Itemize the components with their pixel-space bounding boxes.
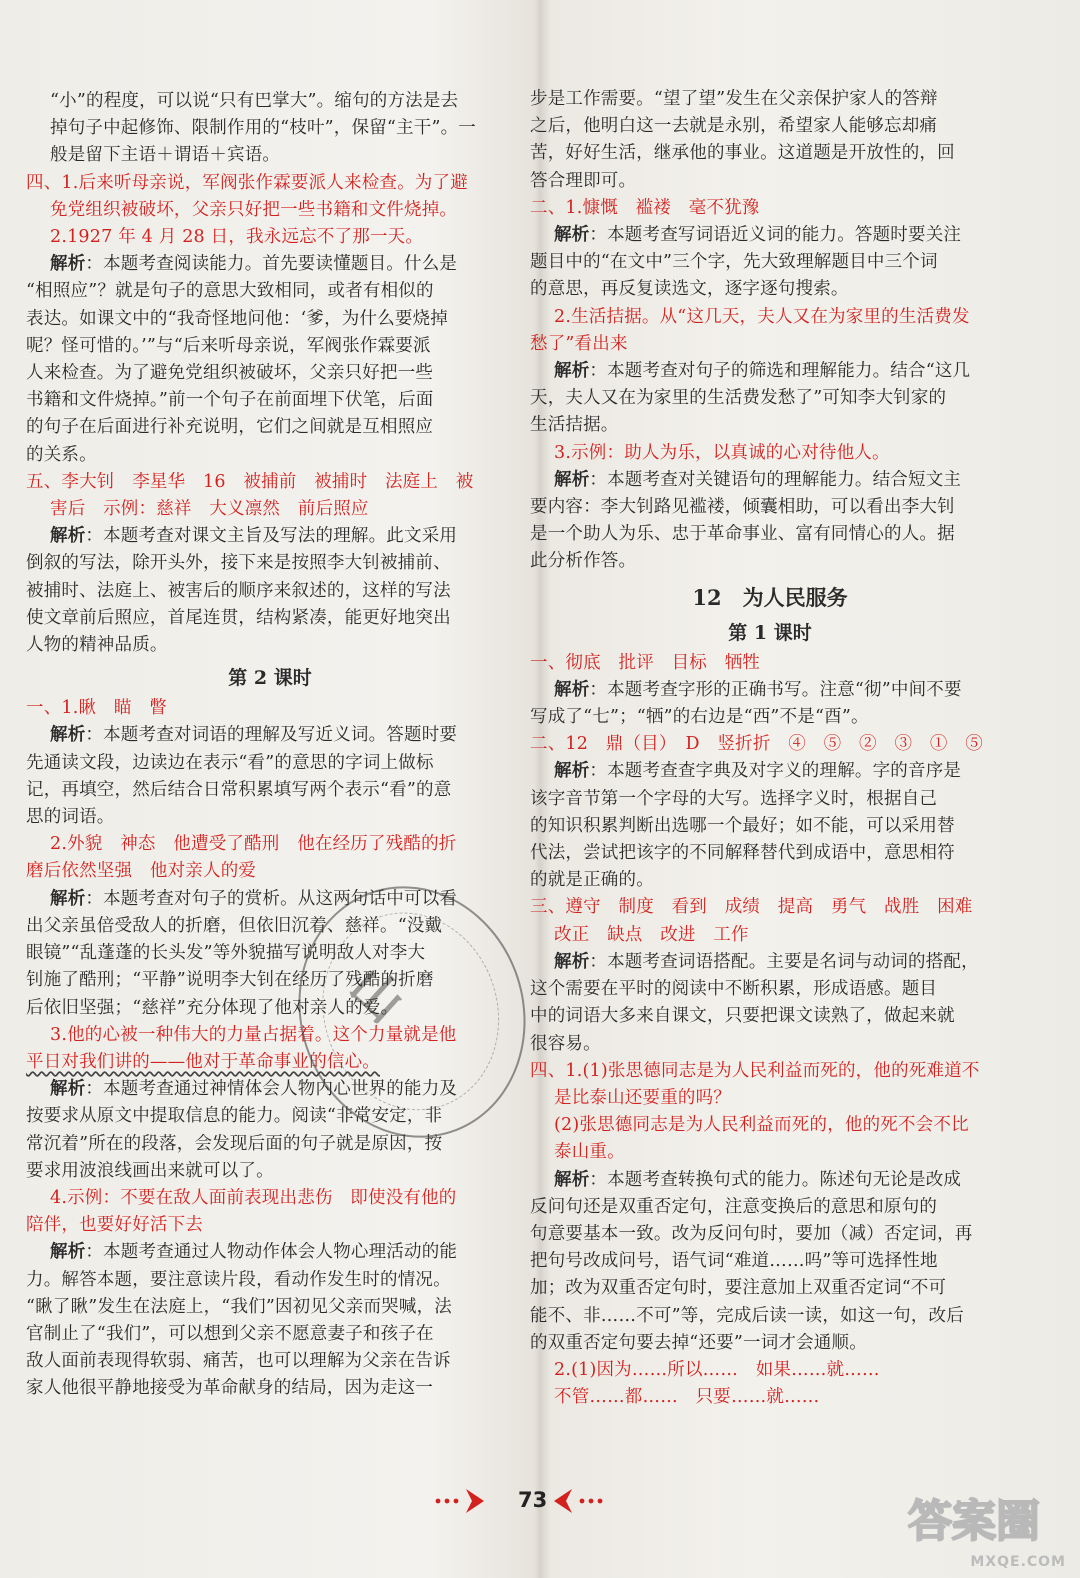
explanation: 解析：本题考查写词语近义词的能力。答题时要关注 [554,225,962,246]
answer-line: 五、李大钊 李星华 16 被捕前 被捕时 法庭上 被 [26,471,474,492]
text-line: 题目中的“在文中”三个字，先大致理解题目中三个词 [530,252,938,273]
explanation: 解析：本题考查字形的正确书写。注意“彻”中间不要 [554,679,962,700]
answer-line: 改正 缺点 改进 工作 [554,924,749,945]
text-line: 思的词语。 [26,807,115,828]
answer-line: 2.(1)因为……所以…… 如果……就…… [554,1359,880,1380]
text-line: 中的词语大多来自课文，只要把课文读熟了，做起来就 [530,1006,955,1027]
text-line: 般是留下主语＋谓语＋宾语。 [50,145,281,166]
answer-line: 磨后依然坚强 他对亲人的爱 [26,861,257,882]
answer-line: 4.示例：不要在敌人面前表现出悲伤 即使没有他的 [50,1187,457,1208]
answer-line: 2.1927 年 4 月 28 日，我永远忘不了那一天。 [50,227,424,248]
page-number: 73 [518,1488,548,1512]
svg-text:答案圈: 答案圈 [908,1496,1040,1547]
text-line: 力。解答本题，要注意读片段，看动作发生时的情况。 [26,1269,451,1290]
chapter-title: 12 为人民服务 [692,584,848,610]
explanation-label: 解析 [554,761,590,782]
explanation: 解析：本题考查对句子的筛选和理解能力。结合“这几 [554,361,971,382]
text-line: 的就是正确的。 [530,870,654,891]
text-line: 家人他很平静地接受为革命献身的结局，因为走这一 [26,1378,434,1399]
text-line: 按要求从原文中提取信息的能力。阅读“非常安定，非 [26,1106,443,1127]
text-line: 呢？怪可惜的。’”与“后来听母亲说，军阀张作霖要派 [26,335,431,356]
text-line: 反问句还是双重否定句，注意变换后的意思和原句的 [530,1196,938,1217]
text-line: 常沉着”所在的段落，会发现后面的句子就是原因，按 [26,1133,443,1154]
text-line: 要内容：李大钊路见褴褛，倾囊相助，可以看出李大钊 [530,497,955,518]
text-line: 代法，尝试把该字的不同解释替代到成语中，意思相符 [530,843,955,864]
text-line: “相照应”？就是句子的意思大致相同，或者有相似的 [26,281,434,302]
right-arrow-icon [432,1486,504,1516]
explanation: 解析：本题考查对句子的赏析。从这两句话中可以看 [50,888,458,909]
answer-line: 3.示例：助人为乐，以真诚的心对待他人。 [554,442,890,463]
text-line: 加；改为双重否定句时，要注意加上双重否定词“不可 [530,1278,947,1299]
text-line: 这个需要在平时的阅读中不断积累，形成语感。题目 [530,979,938,1000]
answer-line: 一、1.瞅 瞄 瞥 [26,698,167,719]
text-line: 的知识积累判断出选哪一个最好；如不能，可以采用替 [530,815,955,836]
answer-line: 一、彻底 批评 目标 牺牲 [530,652,761,673]
explanation: 解析：本题考查转换句式的能力。陈述句无论是改成 [554,1169,962,1190]
text-line: 能不、非……不可”等，完成后读一读，如这一句，改后 [530,1305,964,1326]
text-line: 敌人面前表现得软弱、痛苦，也可以理解为父亲在告诉 [26,1351,451,1372]
text-line: 写成了“七”；“牺”的右边是“西”不是“酉”。 [530,707,869,728]
text-line: 是一个助人为乐、忠于革命事业、富有同情心的人。据 [530,524,955,545]
explanation: 解析：本题考查查字典及对字义的理解。字的音序是 [554,761,962,782]
explanation-label: 解析 [554,1169,590,1190]
text-line: 该字音节第一个字母的大写。选择字义时，根据自己 [530,788,938,809]
lesson-heading: 第 1 课时 [728,621,812,644]
explanation: 解析：本题考查词语搭配。主要是名词与动词的搭配， [554,951,979,972]
stamp-text: 山 [338,956,415,1034]
left-column [26,88,514,1403]
answer-line: 2.生活拮据。从“这几天，夫人又在为家里的生活费发 [554,306,970,327]
answer-line: 泰山重。 [554,1142,625,1163]
text-line: 出父亲虽倍受敌人的折磨，但依旧沉着、慈祥。“没戴 [26,915,443,936]
answer-line: 二、1.慷慨 褴褛 毫不犹豫 [530,197,760,218]
text-line: “瞅了瞅”发生在法庭上，“我们”因初见父亲而哭喊，法 [26,1296,452,1317]
explanation: 解析：本题考查对关键语句的理解能力。结合短文主 [554,469,962,490]
text-line: 后依旧坚强；“慈祥”充分体现了他对亲人的爱。 [26,997,399,1018]
text-line: 很容易。 [530,1033,601,1054]
answer-line: 免党组织被破坏，父亲只好把一些书籍和文件烧掉。 [50,199,458,220]
text-line: 的句子在后面进行补充说明，它们之间就是互相照应 [26,417,434,438]
left-arrow-icon [550,1486,622,1516]
text-line: 步是工作需要。“望了望”发生在父亲保护家人的答辩 [530,89,938,109]
text-line: 的意思，再反复读选文，逐字逐句搜索。 [530,279,849,300]
answer-line: 3.他的心被一种伟大的力量占据着。这个力量就是他 [50,1024,457,1045]
text-line: 要求用波浪线画出来就可以了。 [26,1160,274,1181]
watermark [874,1488,1074,1574]
answer-line: 四、1.后来听母亲说，军阀张作霖要派人来检查。为了避 [26,172,468,193]
answer-line: 2.外貌 神态 他遭受了酷刑 他在经历了残酷的折 [50,834,457,855]
text-line: 表达。如课文中的“我奇怪地问他：‘爹，为什么要烧掉 [26,308,449,329]
answer-line: 害后 示例：慈祥 大义凛然 前后照应 [50,499,369,520]
text-line: 被捕时、法庭上、被害后的顺序来叙述的，这样的写法 [26,580,451,601]
answer-line: 不管……都…… 只要……就…… [554,1387,820,1408]
text-line: 倒叙的写法，除开头外，接下来是按照李大钊被捕前、 [26,553,451,574]
explanation: 解析：本题考查对课文主旨及写法的理解。此文采用 [50,526,458,547]
explanation-label: 解析 [50,1242,86,1263]
answer-line: 三、遵守 制度 看到 成绩 提高 勇气 战胜 困难 [530,897,973,918]
text-line: 之后，他明白这一去就是永别，希望家人能够忘却痛 [530,116,938,137]
text-line: 天，夫人又在为家里的生活费发愁了”可知李大钊家的 [530,388,947,409]
text-line: 此分析作答。 [530,551,637,572]
text-line: 书籍和文件烧掉。”前一个句子在前面埋下伏笔，后面 [26,390,434,411]
explanation-label: 解析 [50,254,86,275]
answer-line: 是比泰山还要重的吗？ [554,1087,731,1108]
answer-line: 二、12 鼎（目） D 竖折折 ④ ⑤ ② ③ ① ⑤ [530,734,983,755]
explanation-label: 解析 [50,526,86,547]
text-line: 答合理即可。 [530,170,637,191]
explanation-label: 解析 [554,225,590,246]
answer-line: 四、1.(1)张思德同志是为人民利益而死的，他的死难道不 [530,1060,980,1081]
text-line: 的关系。 [26,444,97,465]
answer-line: 平日对我们讲的——他对于革命事业的信心。 [26,1051,380,1072]
text-line: 钊施了酷刑；“平静”说明李大钊在经历了残酷的折磨 [26,970,434,991]
explanation-label: 解析 [50,1079,86,1100]
answer-line: (2)张思德同志是为人民利益而死的，他的死不会不比 [554,1115,969,1136]
text-line: 掉句子中起修饰、限制作用的“枝叶”，保留“主干”。一 [50,118,476,139]
text-line: 人来检查。为了避免党组织被破坏，父亲只好把一些 [26,363,434,384]
explanation-label: 解析 [554,361,590,382]
answer-line: 愁了”看出来 [530,333,628,354]
explanation: 解析：本题考查通过神情体会人物内心世界的能力及 [50,1079,458,1100]
watermark-logo-icon [874,1488,1074,1552]
text-line: 人物的精神品质。 [26,635,168,656]
explanation-label: 解析 [554,679,590,700]
explanation: 解析：本题考查阅读能力。首先要读懂题目。什么是 [50,254,458,275]
text-line: 把句号改成问号，语气词“难道……吗”等可选择性地 [530,1251,938,1272]
text-line: 生活拮据。 [530,415,619,436]
explanation-label: 解析 [50,888,86,909]
lesson-heading: 第 2 课时 [228,667,312,690]
text-line: 苦，好好生活，继承他的事业。这道题是开放性的，回 [530,143,955,164]
text-line: 使文章前后照应，首尾连贯，结构紧凑，能更好地突出 [26,607,451,628]
explanation: 解析：本题考查通过人物动作体会人物心理活动的能 [50,1242,458,1263]
text-line: 句意要基本一致。改为反问句时，要加（减）否定词，再 [530,1223,973,1244]
right-column [530,86,1010,1411]
watermark-text: MXQE.COM [970,1554,1066,1570]
explanation: 解析：本题考查对词语的理解及写近义词。答题时要 [50,725,458,746]
answer-line: 陪伴，也要好好活下去 [26,1215,203,1236]
text-line: 先通读文段，边读边在表示“看”的意思的字词上做标 [26,752,434,773]
explanation-label: 解析 [554,951,590,972]
text-line: 官制止了“我们”，可以想到父亲不愿意妻子和孩子在 [26,1323,434,1344]
text-line: 眼镜”“乱蓬蓬的长头发”等外貌描写说明敌人对李大 [26,943,426,964]
text-line: “小”的程度，可以说“只有巴掌大”。缩句的方法是去 [50,91,459,111]
explanation-label: 解析 [554,469,590,490]
text-line: 的双重否定句要去掉“还要”一词才会通顺。 [530,1332,867,1353]
explanation-label: 解析 [50,725,86,746]
text-line: 记，再填空，然后结合日常积累填写两个表示“看”的意 [26,779,452,800]
